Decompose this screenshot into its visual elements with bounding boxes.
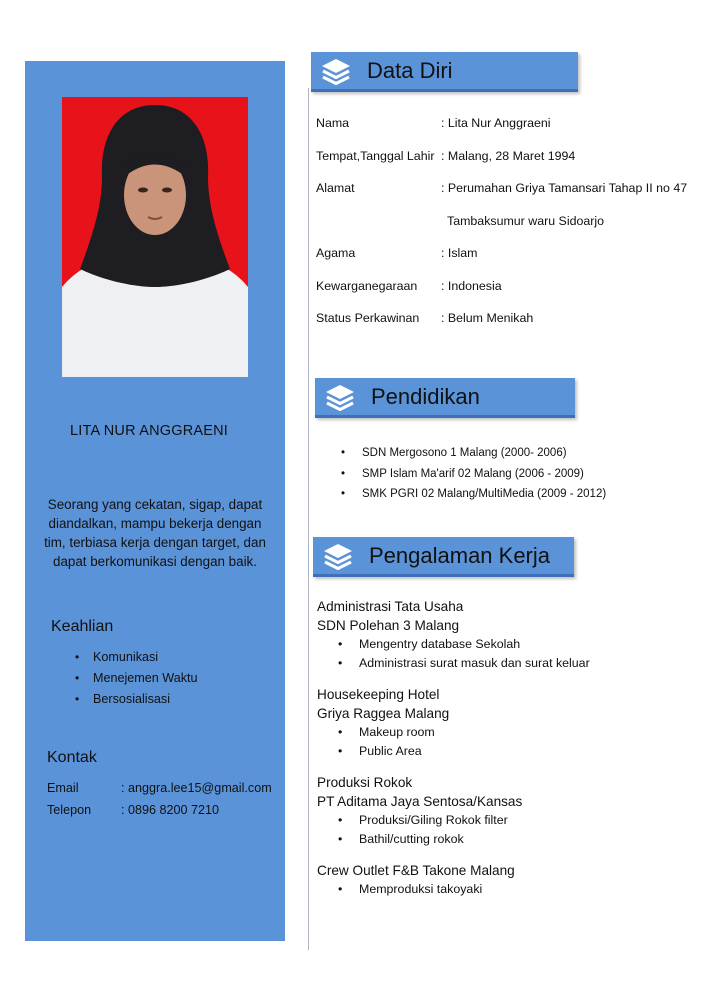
skill-item: • Bersosialisasi: [93, 689, 198, 710]
data-row: [316, 246, 687, 279]
job-entry: [317, 597, 697, 673]
job-task: • Public Area: [359, 742, 697, 761]
job-task: • Memproduksi takoyaki: [359, 880, 697, 899]
contact-email[interactable]: : anggra.lee15@gmail.com: [121, 781, 272, 795]
job-role: Housekeeping Hotel: [317, 687, 440, 702]
section-title: Data Diri: [367, 57, 453, 83]
job-company: Griya Raggea Malang: [317, 706, 450, 721]
column-divider: [308, 88, 309, 950]
experience-list: [317, 597, 697, 911]
job-role: Produksi Rokok: [317, 775, 413, 790]
layers-icon: [323, 383, 357, 411]
skills-title: Keahlian: [51, 618, 114, 635]
contact-row-email: [47, 777, 272, 799]
section-header-pendidikan: [315, 378, 575, 418]
data-row: [316, 181, 687, 214]
data-value: : Indonesia: [441, 278, 502, 293]
data-value: : Perumahan Griya Tamansari Tahap II no 47: [441, 181, 688, 195]
job-tasks: [317, 880, 697, 899]
summary-line: Seorang yang cekatan, sigap, dapat: [47, 497, 263, 512]
profile-photo: [62, 97, 248, 377]
data-row: [316, 149, 687, 182]
job-entry: [317, 773, 697, 849]
job-role: Administrasi Tata Usaha: [317, 599, 464, 614]
job-task: • Makeup room: [359, 723, 697, 742]
sidebar: [25, 61, 285, 941]
summary-line: tim, terbiasa kerja dengan target, dan: [44, 535, 266, 550]
education-item: • SMP Islam Ma'arif 02 Malang (2006 - 2009): [362, 464, 606, 485]
job-task: • Produksi/Giling Rokok filter: [359, 811, 697, 830]
profile-summary: [31, 495, 279, 571]
section-title: Pengalaman Kerja: [369, 542, 551, 568]
section-title: Pendidikan: [371, 383, 480, 409]
job-entry: [317, 685, 697, 761]
job-company: SDN Polehan 3 Malang: [317, 618, 460, 633]
job-task: • Bathil/cutting rokok: [359, 830, 697, 849]
contact-label: Email: [47, 781, 79, 795]
skill-item: • Menejemen Waktu: [93, 668, 198, 689]
data-label: Alamat: [316, 181, 355, 195]
contact-row-phone: [47, 799, 272, 821]
contact-list: [47, 777, 272, 821]
data-label: Tempat,Tanggal Lahir: [316, 148, 435, 163]
summary-line: dapat berkomunikasi dengan baik.: [53, 554, 257, 569]
profile-name: LITA NUR ANGGRAENI: [69, 423, 229, 439]
personal-data-table: [316, 116, 687, 344]
job-task: • Administrasi surat masuk dan surat keluar: [359, 654, 697, 673]
contact-label: Telepon: [47, 803, 92, 817]
data-label: Nama: [316, 116, 350, 130]
education-item: • SDN Mergosono 1 Malang (2000- 2006): [362, 443, 606, 464]
section-header-pengalaman: [313, 537, 574, 577]
contact-title: Kontak: [47, 749, 97, 766]
data-label: Agama: [316, 246, 356, 260]
data-row: [316, 116, 687, 149]
job-company: PT Aditama Jaya Sentosa/Kansas: [317, 794, 523, 809]
job-role: Crew Outlet F&B Takone Malang: [317, 863, 515, 878]
data-value: : Belum Menikah: [441, 311, 534, 325]
section-header-data-diri: [311, 52, 578, 92]
job-tasks: [317, 811, 697, 849]
data-label: Kewarganegaraan: [316, 278, 418, 293]
layers-icon: [319, 57, 353, 85]
data-row: [316, 279, 687, 312]
data-row: [316, 311, 687, 344]
data-label: Status Perkawinan: [316, 311, 420, 325]
data-value: : Islam: [441, 246, 478, 260]
job-tasks: [317, 635, 697, 673]
job-tasks: [317, 723, 697, 761]
skills-list: [93, 647, 198, 710]
data-value: Tambaksumur waru Sidoarjo: [447, 213, 605, 228]
data-value: : Lita Nur Anggraeni: [441, 116, 551, 130]
layers-icon: [321, 542, 355, 570]
contact-phone[interactable]: : 0896 8200 7210: [121, 803, 220, 817]
education-list: [362, 443, 606, 505]
data-value: : Malang, 28 Maret 1994: [441, 148, 576, 163]
data-row-continued: [316, 214, 687, 247]
summary-line: diandalkan, mampu bekerja dengan: [48, 516, 262, 531]
job-entry: [317, 861, 697, 899]
skill-item: • Komunikasi: [93, 647, 198, 668]
education-item: • SMK PGRI 02 Malang/MultiMedia (2009 - 2012): [362, 484, 606, 505]
job-task: • Mengentry database Sekolah: [359, 635, 697, 654]
